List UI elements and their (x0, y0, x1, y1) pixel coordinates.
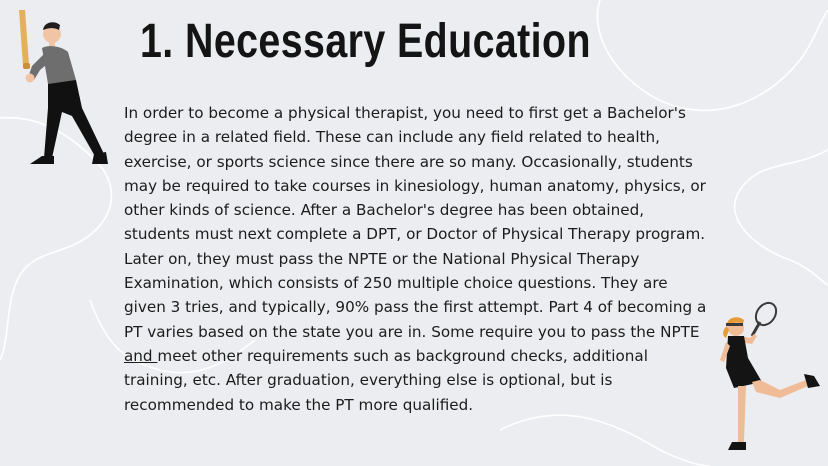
baseball-player-illustration (12, 8, 116, 174)
body-paragraph (124, 101, 714, 417)
page-title: 1. Necessary Education (140, 15, 591, 68)
body-text-part-2: meet other requirements such as background checks, additional training, etc. After graduation, everything else is optional, but is recommended to make the PT more qualified. (124, 346, 648, 414)
body-text-underlined: and (124, 346, 158, 365)
body-text-part-1: In order to become a physical therapist, you need to first get a Bachelor's degree in a related field. These can include any field related to health, exercise, or sports science since there are so many. Occasionally, students may be required to take courses in kinesiology, human anatomy, physics, or other kinds of science. After a Bachelor's degree has been obtained, students must next complete a DPT, or Doctor of Physical Therapy program. Later on, they must pass the NPTE or the National Physical Therapy Examination, which consists of 250 multiple choice questions. They are given 3 tries, and typically, 90% pass the first attempt. Part 4 of becoming a PT varies based on the state you are in. Some require you to pass the NPTE (124, 104, 707, 341)
tennis-player-illustration (718, 300, 824, 458)
